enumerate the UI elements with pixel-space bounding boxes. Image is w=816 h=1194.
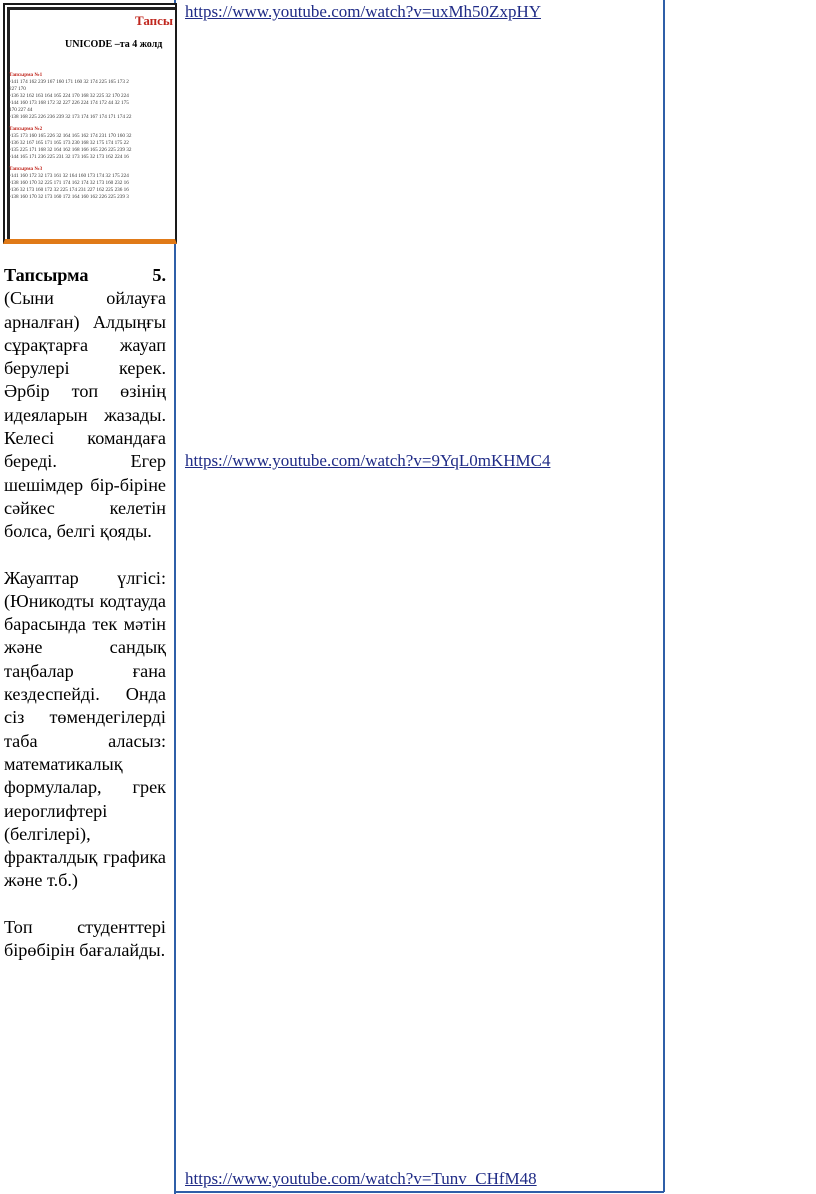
task-intro: (Сыни ойлауға арналған) Алдыңғы сұрақтарға жауап берулері керек. Әрбір топ өзінің идеяларын жазады. Келесі командаға береді. Егер шешімдер бір-біріне сәйкес келетін болса, белгі қояды.	[4, 288, 166, 542]
slide-task-line: •144 160 173 168 172 32 227 226 224 174 172 44 32 175	[9, 100, 129, 106]
slide-task-3	[9, 166, 177, 201]
slide-task-line: •138 160 170 32 173 160 172 164 160 162 226 225 239 3	[9, 194, 129, 200]
task-label: Тапсырма	[4, 265, 89, 285]
video-link-3[interactable]: https://www.youtube.com/watch?v=Tunv_CHfM48	[185, 1169, 537, 1188]
slide-task-line: •144 165 171 236 225 231 32 173 165 32 173 162 224 16	[9, 154, 129, 160]
task-number: 5.	[152, 265, 166, 285]
slide-subtitle: UNICODE –та 4 жолд	[65, 39, 163, 50]
slide-task-line: •136 32 167 165 171 165 173 230 168 32 175 174 175 22	[9, 140, 129, 146]
slide-task-heading: Тапсырма №1	[9, 72, 43, 78]
slide-title: Тапсы	[135, 13, 174, 28]
closing-note: Топ студенттері бірөбірін бағалайды.	[4, 916, 166, 961]
slide-task-line: •136 32 162 163 164 165 224 170 168 32 225 32 170 224	[9, 93, 129, 99]
task-heading-line	[4, 264, 166, 287]
slide-task-line: •138 168 225 226 236 239 32 173 174 167 174 171 174 22	[9, 114, 132, 120]
slide-task-line: 227 170	[9, 86, 26, 92]
spacer	[4, 544, 166, 567]
task-description	[4, 264, 166, 962]
slide-task-line: •135 173 160 165 226 32 164 165 162 174 231 170 160 32	[9, 133, 132, 139]
slide-task-2	[9, 126, 177, 161]
spacer	[4, 893, 166, 916]
slide-task-heading: Тапсырма №3	[9, 166, 43, 172]
video-link-1[interactable]: https://www.youtube.com/watch?v=uxMh50ZxpHY	[185, 2, 541, 21]
slide-task-1	[9, 72, 177, 121]
video-link-2[interactable]: https://www.youtube.com/watch?v=9YqL0mKHMC4	[185, 451, 551, 470]
answer-sample: Жауаптар үлгісі: (Юникодты кодтауда барасында тек мәтін және сандық таңбалар ғана кездеспейді. Онда сіз төмендегілерді таба аласыз: математикалық формулалар, грек иероглифтері (белгілері), фракталдық графика және т.б.)	[4, 567, 166, 891]
slide-task-line: •135 225 171 168 32 164 162 168 166 165 226 225 239 32	[9, 147, 132, 153]
slide-task-line: •138 160 170 32 225 171 174 162 174 32 173 160 232 16	[9, 180, 129, 186]
slide-body	[9, 67, 177, 201]
table-bottom-border	[174, 1191, 664, 1193]
slide-task-heading: Тапсырма №2	[9, 126, 43, 132]
slide-thumbnail	[3, 3, 177, 244]
slide-task-line: •141 160 172 32 173 161 32 164 160 173 174 32 175 224	[9, 173, 129, 179]
slide-task-line: •136 32 173 160 172 32 225 174 231 227 162 225 236 16	[9, 187, 129, 193]
slide-task-line: 170 227 44	[9, 107, 33, 113]
slide-task-line: •141 174 162 239 167 160 171 160 32 174 225 165 173 2	[9, 79, 129, 85]
